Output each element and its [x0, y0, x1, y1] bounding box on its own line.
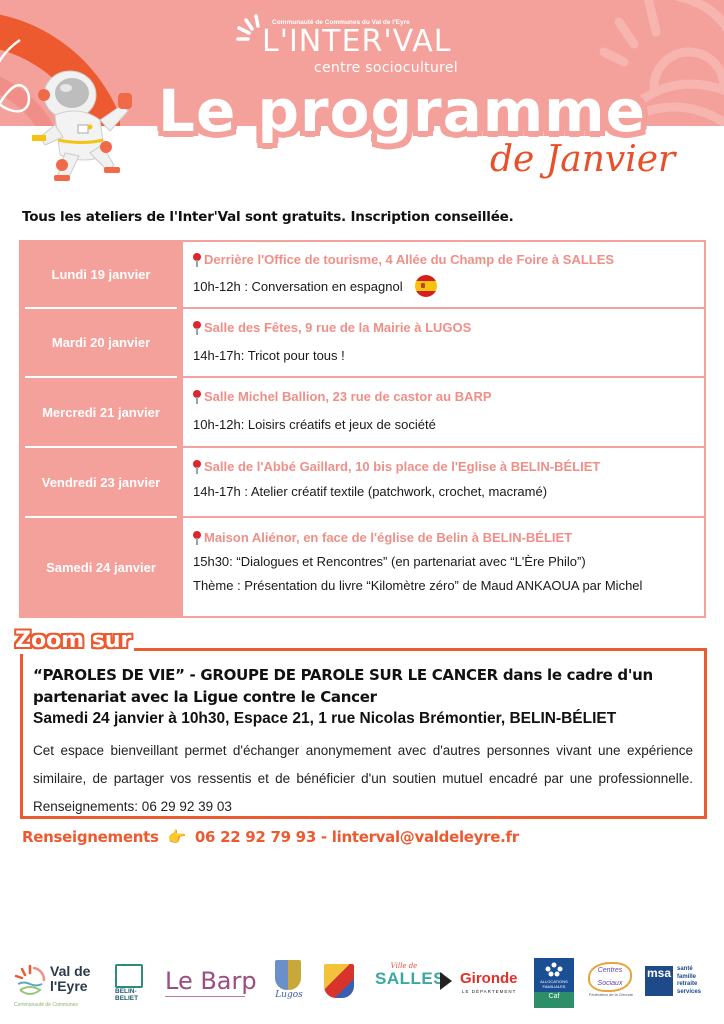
contact-separator: - — [320, 828, 327, 846]
map-pin-icon — [193, 390, 201, 404]
event-line: Thème : Présentation du livre “Kilomètre zéro” de Maud ANKAOUA par Michel — [193, 578, 643, 593]
gironde-subtitle: LE DÉPARTEMENT — [462, 989, 517, 994]
logo-subtitle: centre socioculturel — [314, 60, 458, 76]
schedule-table — [19, 240, 706, 618]
organization-name: Communauté de Communes du Val de l'Eyre — [272, 19, 410, 26]
logo-gironde — [440, 970, 530, 1000]
day-label: Lundi 19 janvier — [21, 242, 181, 307]
val-de-leyre-name: Val de l'Eyre — [50, 963, 91, 994]
location-text: Maison Aliénor, en face de l'église de Belin à BELIN-BÉLIET — [204, 530, 573, 545]
salles-name: SALLES — [375, 969, 446, 988]
pointing-hand-icon: 👉 — [167, 828, 186, 846]
partner-logos — [0, 950, 724, 1010]
zoom-sur-when: Samedi 24 janvier à 10h30, Espace 21, 1 rue Nicolas Brémontier, BELIN-BÉLIET — [33, 710, 617, 727]
msa-emblem: msa — [645, 966, 673, 996]
schedule-row — [21, 242, 704, 309]
logo-lugos — [275, 960, 303, 1006]
day-label: Mardi 20 janvier — [21, 309, 181, 376]
contact-line — [22, 828, 519, 846]
val-de-leyre-emblem-icon — [14, 964, 46, 998]
gironde-name: Gironde — [460, 970, 518, 987]
schedule-row — [21, 309, 704, 378]
caf-figures-icon — [544, 962, 564, 978]
day-label: Mercredi 21 janvier — [21, 378, 181, 446]
location-text: Salle Michel Ballion, 23 rue de castor au BARP — [204, 389, 492, 404]
logo-centres-sociaux — [588, 962, 634, 1010]
event-line: 10h-12h: Loisirs créatifs et jeux de société — [193, 417, 436, 432]
contact-email[interactable]: linterval@valdeleyre.fr — [331, 828, 519, 846]
page-subtitle: de Janvier — [490, 139, 676, 180]
astronaut-illustration — [30, 55, 140, 185]
centres-sociaux-name: Centres Sociaux — [588, 962, 632, 992]
event-details — [181, 378, 704, 446]
gironde-arrow-icon — [440, 972, 452, 990]
map-pin-icon — [193, 253, 201, 267]
event-text: 10h-12h : Conversation en espagnol — [193, 278, 403, 294]
location-text: Salle de l'Abbé Gaillard, 10 bis place de l'Eglise à BELIN-BÉLIET — [204, 459, 601, 474]
caf-emblem — [534, 958, 574, 992]
zoom-sur-description: Cet espace bienveillant permet d'échanger anonymement avec d'autres personnes vivant une expérience similaire, de partager vos ressentis et de bénéficier d'un soutien mutuel encadré par une professionnelle. Renseignements: 06 29 92 39 03 — [33, 743, 693, 814]
caf-bottom: Caf — [534, 992, 574, 1008]
schedule-row — [21, 378, 704, 448]
event-location — [193, 252, 696, 267]
location-text: Salle des Fêtes, 9 rue de la Mairie à LUGOS — [204, 320, 472, 335]
event-line: 14h-17h : Atelier créatif textile (patchwork, crochet, macramé) — [193, 484, 548, 499]
msa-lines: santé famille retraite services — [677, 966, 702, 995]
intro-text: Tous les ateliers de l'Inter'Val sont gratuits. Inscription conseillée. — [22, 209, 514, 225]
location-text: Derrière l'Office de tourisme, 4 Allée du Champ de Foire à SALLES — [204, 252, 615, 267]
contact-phone[interactable]: 06 22 92 79 93 — [194, 828, 316, 846]
logo-municipal-crest — [324, 964, 354, 998]
val-de-leyre-subtitle: Communauté de Communes — [14, 1002, 78, 1008]
logo-val-de-leyre — [14, 964, 104, 1009]
page-title: Le programme — [158, 77, 646, 145]
belin-name: BELIN- BELIET — [115, 988, 139, 1002]
event-line — [193, 275, 696, 297]
caf-top-text: ALLOCATIONS FAMILIALES — [540, 979, 568, 989]
event-details — [181, 309, 704, 376]
zoom-sur-label: Zoom sur — [12, 628, 134, 654]
spain-flag-icon — [415, 275, 437, 297]
salles-prefix: Ville de — [390, 962, 418, 970]
lugos-crest-icon — [275, 960, 301, 990]
event-location — [193, 459, 696, 474]
le-barp-name: Le Barp — [165, 967, 257, 995]
interval-logo — [236, 10, 496, 80]
event-details — [181, 448, 704, 516]
logo-caf — [534, 958, 574, 1010]
event-location — [193, 389, 696, 404]
logo-belin-beliet — [115, 964, 145, 1004]
map-pin-icon — [193, 321, 201, 335]
map-pin-icon — [193, 460, 201, 474]
logo-le-barp — [165, 968, 257, 1004]
event-location — [193, 530, 696, 545]
le-barp-underline — [165, 996, 245, 997]
municipal-crest-icon — [324, 964, 354, 998]
event-details — [181, 242, 704, 307]
logo-title: L'INTER'VAL — [262, 24, 452, 59]
map-pin-icon — [193, 531, 201, 545]
event-details — [181, 518, 704, 616]
centres-sociaux-subtitle: Fédération de la Gironde — [588, 992, 634, 997]
schedule-row — [21, 448, 704, 518]
event-line: 15h30: “Dialogues et Rencontres” (en partenariat avec “L'Ère Philo”) — [193, 554, 586, 569]
schedule-row — [21, 518, 704, 616]
belin-emblem-icon — [115, 964, 143, 988]
logo-rays-icon — [236, 12, 264, 52]
contact-label: Renseignements — [22, 828, 159, 846]
logo-msa — [645, 966, 711, 1000]
day-label: Samedi 24 janvier — [21, 518, 181, 616]
event-line: 14h-17h: Tricot pour tous ! — [193, 348, 345, 363]
logo-salles — [375, 962, 446, 1006]
zoom-sur-title: “PAROLES DE VIE” - GROUPE DE PAROLE SUR LE CANCER dans le cadre d'un partenariat avec la Ligue contre le Cancer — [33, 666, 653, 706]
day-label: Vendredi 23 janvier — [21, 448, 181, 516]
event-location — [193, 320, 696, 335]
lugos-name: Lugos — [275, 990, 303, 1000]
